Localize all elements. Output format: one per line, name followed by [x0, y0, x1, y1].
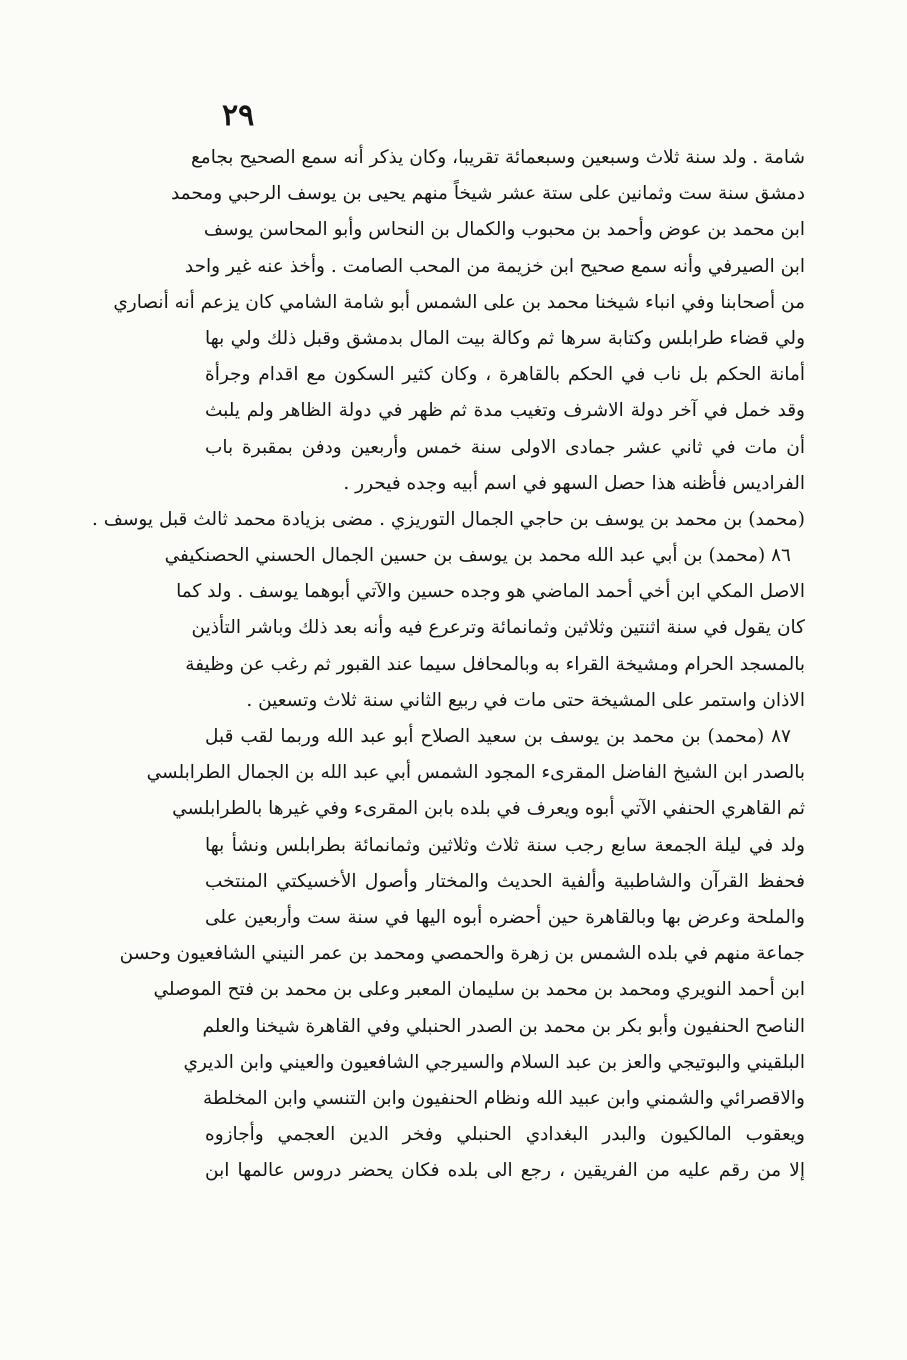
text-line: بالمسجد الحرام ومشيخة القراء به وبالمحافل سيما عند القبور ثم رغب عن وظيفة [185, 653, 805, 675]
text-line: ولي قضاء طرابلس وكتابة سرها ثم وكالة بيت المال بدمشق وقبل ذلك ولي بها [205, 327, 805, 349]
main-text [91, 140, 805, 1189]
text-line: دمشق سنة ست وثمانين على ستة عشر شيخاً منهم يحيى بن يوسف الرحبي ومحمد [170, 183, 805, 205]
text-line: أن مات في ثاني عشر جمادى الاولى سنة خمس وأربعين ودفن بمقبرة باب [205, 436, 805, 458]
text-line: الاصل المكي ابن أخي أحمد الماضي هو وجده حسين والآتي أبوهما يوسف . ولد كما [176, 581, 805, 603]
text-line: جماعة منهم في بلده الشمس بن زهرة والحمصي ومحمد بن عمر النيني الشافعيون وحسن [119, 943, 805, 965]
text-line: ابن محمد بن عوض وأحمد بن محبوب والكمال بن النحاس وأبو المحاسن يوسف [203, 219, 805, 241]
text-line: كان يقول في سنة اثنتين وثلاثين وثمانمائة وترعرع فيه وأنه بعد ذلك وباشر التأذين [191, 617, 805, 639]
text-line: من أصحابنا وفي انباء شيخنا محمد بن على الشمس أبو شامة الشامي كان يزعم أنه أنصاري [113, 291, 805, 313]
text-line: والملحة وعرض بها وبالقاهرة حين أحضره أبوه اليها في سنة ست وأربعين على [205, 906, 805, 928]
entry-87-heading: ٨٧ (محمد) بن محمد بن يوسف بن سعيد الصلاح أبو عبد الله وربما لقب قبل [205, 726, 791, 747]
text-line: البلقيني والبوتيجي والعز بن عبد السلام والسيرجي الشافعيون والعيني وابن الديري [183, 1051, 805, 1073]
text-line: الناصح الحنفيون وأبو بكر بن محمد بن الصدر الحنبلي وفي القاهرة شيخنا والعلم [202, 1015, 805, 1037]
text-line: والاقصرائي والشمني وابن عبيد الله ونظام الحنفيون وابن التنسي وابن المخلطة [202, 1087, 805, 1109]
text-line: (محمد) بن محمد بن يوسف بن حاجي الجمال التوريزي . مضى بزيادة محمد ثالث قبل يوسف . [91, 508, 805, 530]
text-line: الاذان واستمر على المشيخة حتى مات في ربيع الثاني سنة ثلاث وتسعين . [246, 689, 805, 711]
text-line: بالصدر ابن الشيخ الفاضل المقرىء المجود الشمس أبي عبد الله بن الجمال الطرابلسي [146, 762, 805, 784]
text-line: الفراديس فأظنه هذا حصل السهو في اسم أبيه وجده فيحرر . [343, 472, 805, 494]
entry-86-heading: ٨٦ (محمد) بن أبي عبد الله محمد بن يوسف بن حسين الجمال الحسني الحصنكيفي [164, 545, 791, 567]
page-number: ٢٩ [222, 98, 255, 133]
text-line: ابن أحمد النويري ومحمد بن محمد بن سليمان المعبر وعلى بن محمد بن فتح الموصلي [153, 979, 805, 1001]
text-line: ثم القاهري الحنفي الآتي أبوه ويعرف في بلده بابن المقرىء وفي غيرها بالطرابلسي [172, 798, 805, 820]
text-line: أمانة الحكم بل ناب في الحكم بالقاهرة ، وكان كثير السكون مع اقدام وجرأة [205, 364, 805, 386]
text-line: ولد في ليلة الجمعة سابع رجب سنة ثلاث وثلاثين وثمانمائة بطرابلس ونشأ بها [205, 834, 805, 856]
text-line: فحفظ القرآن والشاطبية وألفية الحديث والمختار وأصول الأخسيكتي المنتخب [205, 870, 805, 892]
text-line: ابن الصيرفي وأنه سمع صحيح ابن خزيمة من المحب الصامت . وأخذ عنه غير واحد [184, 255, 805, 277]
text-line: وقد خمل في آخر دولة الاشرف وتغيب مدة ثم ظهر في دولة الظاهر ولم يلبث [205, 400, 805, 422]
text-line: إلا من رقم عليه من الفريقين ، رجع الى بلده فكان يحضر دروس عالمها ابن [205, 1160, 805, 1182]
text-line: شامة . ولد سنة ثلاث وسبعين وسبعمائة تقريبا، وكان يذكر أنه سمع الصحيح بجامع [190, 147, 805, 168]
text-line: ويعقوب المالكيون والبدر البغدادي الحنبلي وفخر الدين العجمي وأجازوه [205, 1124, 805, 1146]
